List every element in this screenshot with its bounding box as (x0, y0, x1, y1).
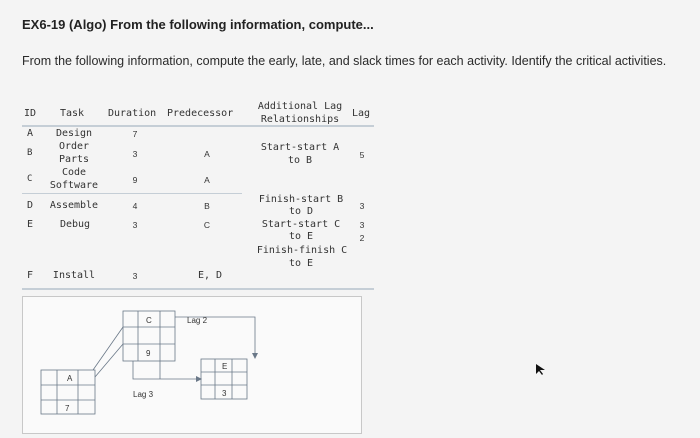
cell-lag: 3 (359, 201, 365, 211)
cell-id: B (27, 148, 33, 158)
lag2-label: Lag 2 (187, 316, 208, 325)
header-lag: Lag (352, 108, 371, 119)
cell-relationship: Finish-finish C (256, 245, 348, 256)
cell-relationship: Start-start A (260, 142, 340, 153)
cell-task: Code (61, 167, 87, 178)
cell-duration: 3 (132, 271, 138, 281)
cell-duration: 3 (132, 220, 138, 230)
cell-relationship: to D (288, 206, 314, 217)
node-c-label: C (146, 316, 152, 325)
lag3-label: Lag 3 (133, 390, 154, 399)
header-relationships: Relationships (260, 114, 340, 125)
cell-task: Software (49, 180, 99, 191)
cell-id: C (27, 174, 33, 184)
row-divider (22, 193, 242, 194)
question-title: EX6-19 (Algo) From the following information, compute... (22, 17, 374, 32)
cell-relationship: Finish-start B (258, 194, 344, 205)
cell-relationship: to B (287, 155, 313, 166)
cell-duration: 3 (132, 149, 138, 159)
arrow-a-to-c-alt (93, 327, 123, 370)
node-a-label: A (67, 374, 73, 383)
node-c-duration: 9 (146, 349, 151, 358)
cell-lag: 2 (359, 233, 365, 243)
cell-predecessor: E, D (197, 270, 223, 281)
cell-relationship: Start-start C (261, 219, 341, 230)
cell-task: Parts (58, 154, 90, 165)
cell-task: Design (55, 128, 93, 139)
arrow-head-lag2 (252, 353, 258, 359)
cell-id: A (27, 128, 34, 139)
cell-predecessor: B (204, 201, 210, 211)
cell-duration: 9 (132, 175, 138, 185)
cell-lag: 3 (359, 220, 365, 230)
cell-relationship: to E (288, 258, 314, 269)
header-additional: Additional Lag (257, 101, 343, 112)
cell-task: Install (52, 270, 96, 281)
cell-lag: 5 (359, 150, 365, 160)
cell-task: Order (58, 141, 90, 152)
cell-relationship: to E (288, 231, 314, 242)
cell-duration: 4 (132, 201, 138, 211)
node-a-duration: 7 (65, 404, 70, 413)
header-duration: Duration (108, 108, 157, 119)
lag3-line (133, 361, 201, 379)
network-diagram (22, 296, 362, 434)
cell-predecessor: A (204, 149, 210, 159)
cell-duration: 7 (132, 129, 138, 139)
cell-id: F (27, 270, 34, 281)
table-bottom-divider (22, 288, 374, 290)
cell-id: E (27, 219, 34, 230)
header-task: Task (60, 108, 85, 119)
cell-predecessor: A (204, 175, 210, 185)
node-e-duration: 3 (222, 389, 227, 398)
question-prompt: From the following information, compute the early, late, and slack times for each activity. Identify the critical activities. (22, 54, 667, 68)
node-e-label: E (222, 362, 228, 371)
header-divider (22, 125, 374, 127)
cell-task: Assemble (49, 200, 99, 211)
header-id: ID (24, 108, 37, 119)
cell-task: Debug (59, 219, 91, 230)
header-predecessor: Predecessor (167, 108, 234, 119)
cell-predecessor: C (203, 220, 211, 230)
cell-id: D (27, 200, 34, 211)
cursor-arrow-icon (536, 364, 546, 376)
network-diagram-svg (23, 297, 361, 433)
